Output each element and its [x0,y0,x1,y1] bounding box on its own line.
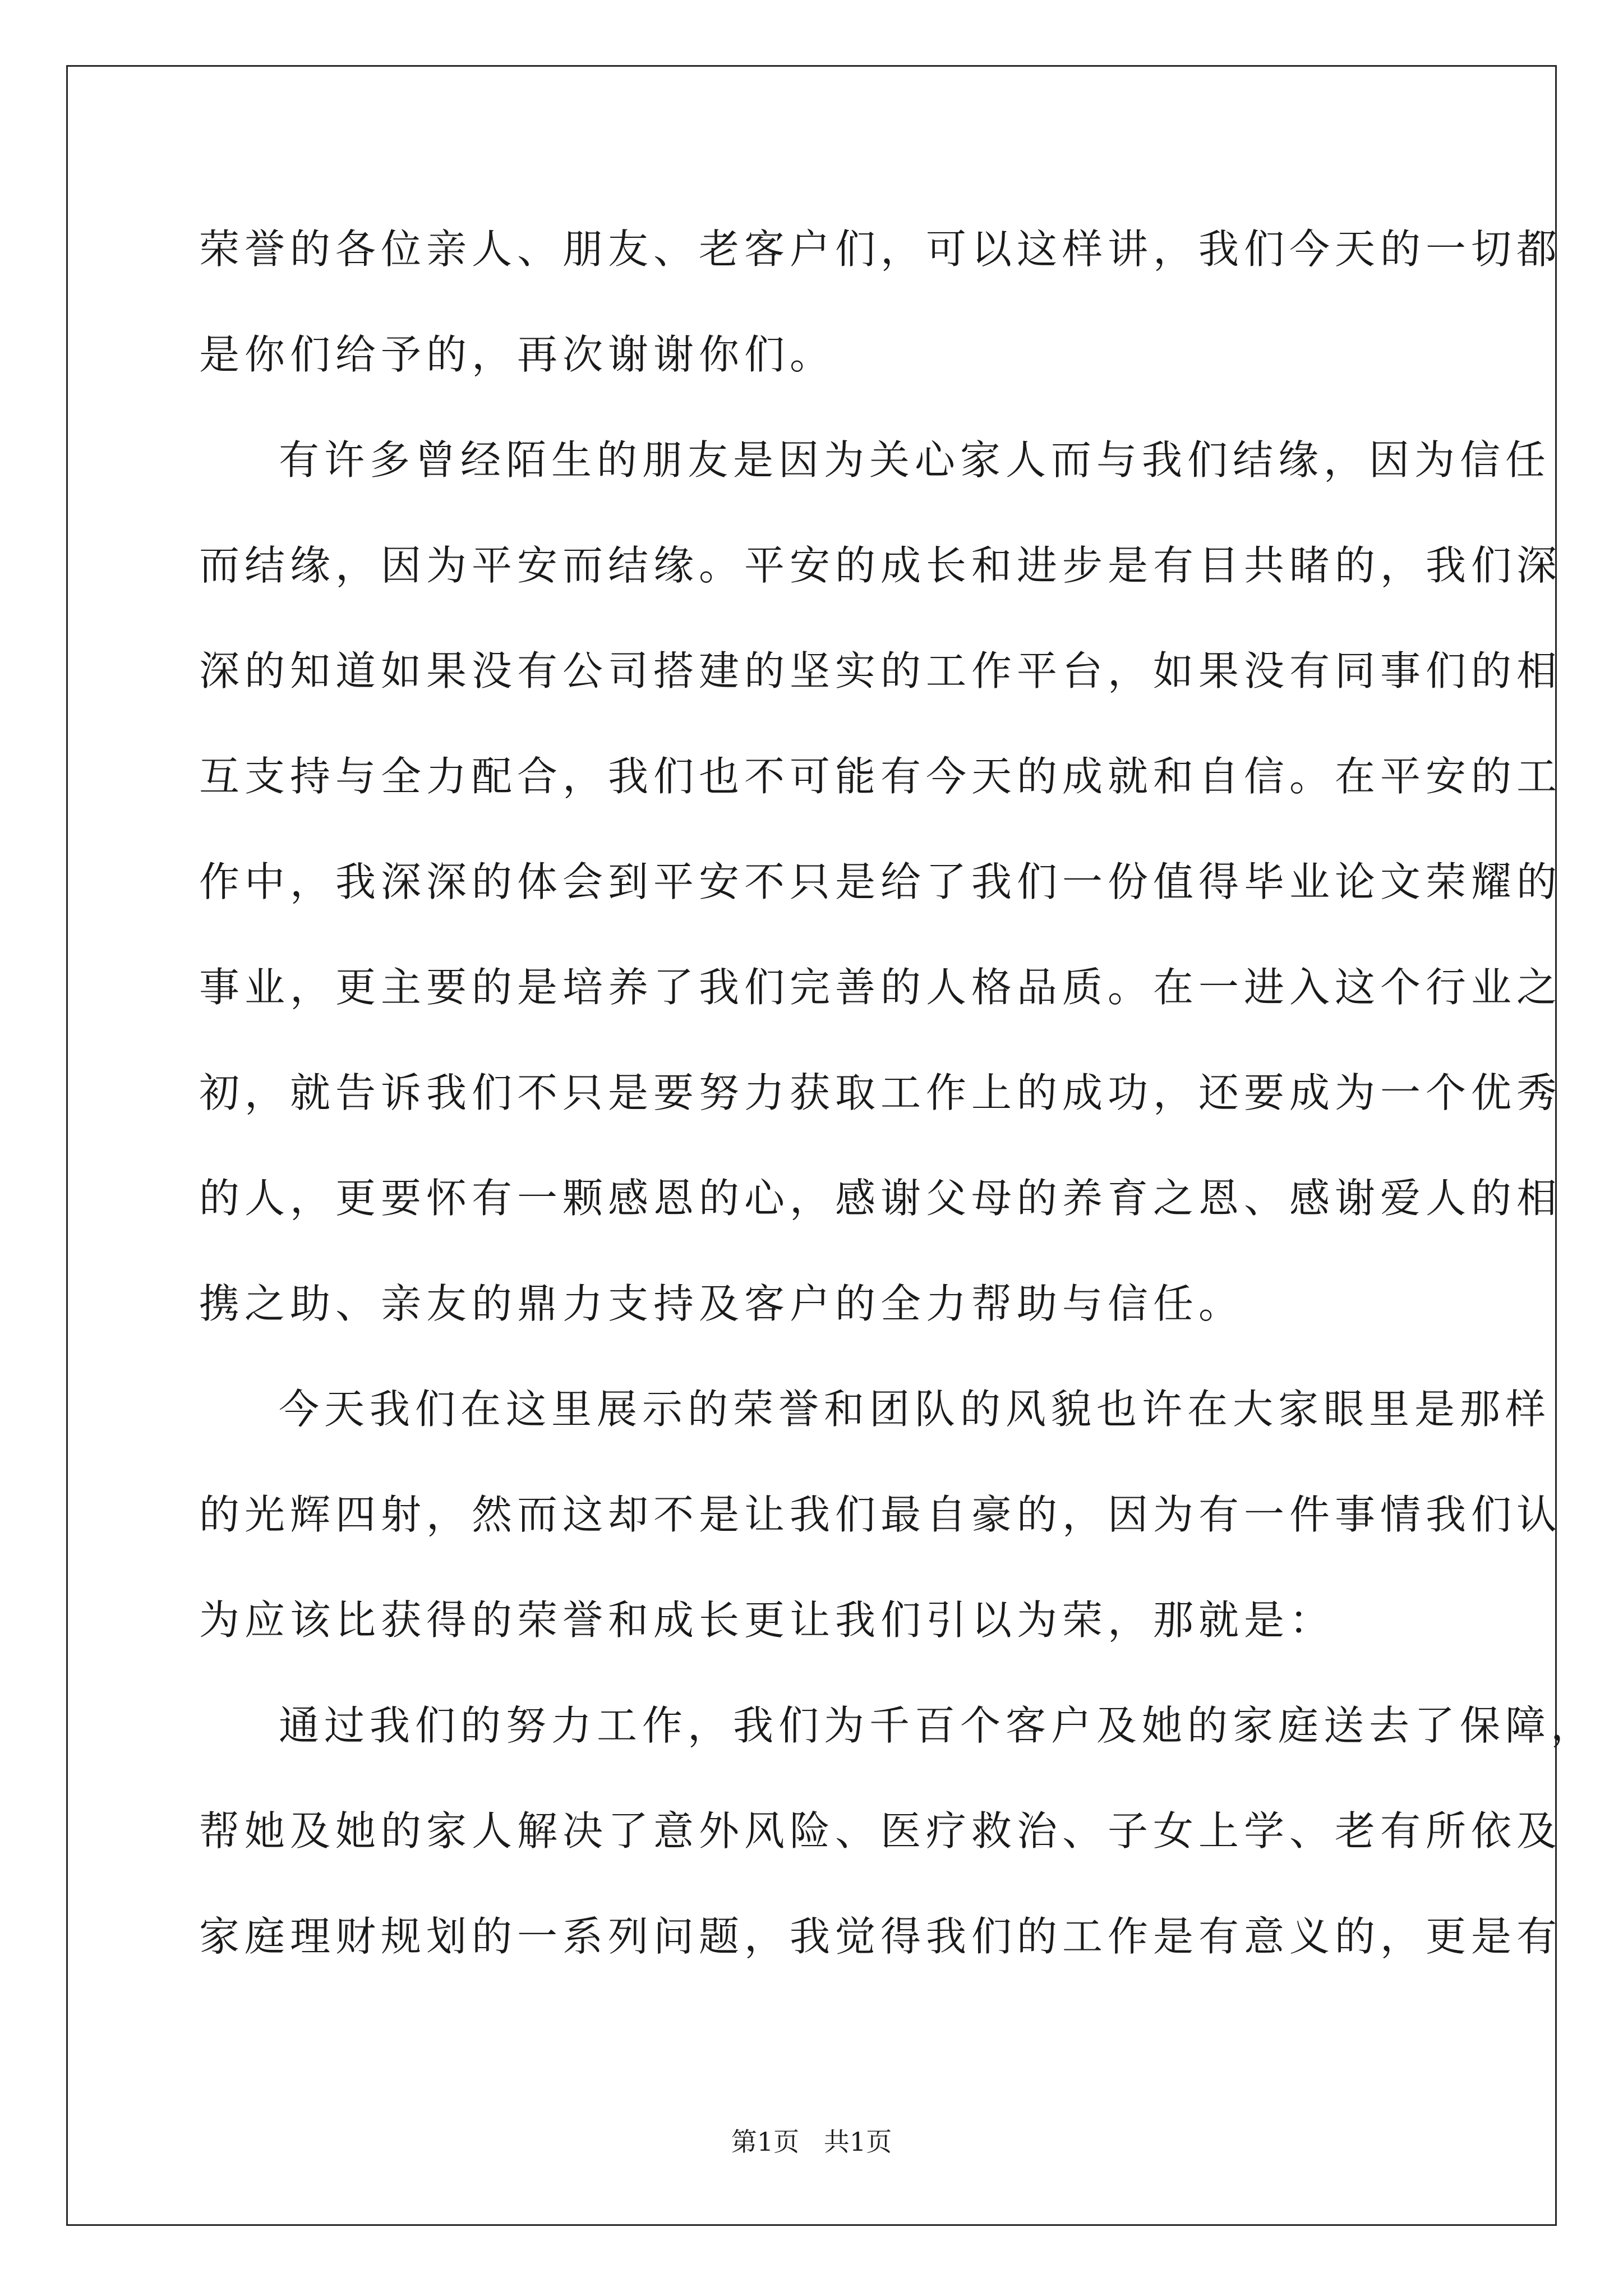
body-line: 作中，我深深的体会到平安不只是给了我们一份值得毕业论文荣耀的 [199,858,1562,905]
paragraph-first-line: 通过我们的努力工作，我们为千百个客户及她的家庭送去了保障， [279,1702,1597,1749]
body-line: 荣誉的各位亲人、朋友、老客户们，可以这样讲，我们今天的一切都 [199,226,1562,273]
body-line: 而结缘，因为平安而结缘。平安的成长和进步是有目共睹的，我们深 [199,542,1562,589]
body-line: 初，就告诉我们不只是要努力获取工作上的成功，还要成为一个优秀 [199,1069,1562,1116]
paragraph-first-line: 今天我们在这里展示的荣誉和团队的风貌也许在大家眼里是那样 [279,1386,1551,1433]
body-line: 深的知道如果没有公司搭建的坚实的工作平台，如果没有同事们的相 [199,647,1562,694]
body-line: 家庭理财规划的一系列问题，我觉得我们的工作是有意义的，更是有 [199,1913,1562,1960]
body-line: 为应该比获得的荣誉和成长更让我们引以为荣，那就是： [199,1596,1335,1644]
body-line: 的光辉四射，然而这却不是让我们最自豪的，因为有一件事情我们认 [199,1491,1562,1538]
body-line: 携之助、亲友的鼎力支持及客户的全力帮助与信任。 [199,1280,1244,1327]
page-number-footer: 第1页 共1页 [731,2127,892,2157]
body-line: 的人，更要怀有一颗感恩的心，感谢父母的养育之恩、感谢爱人的相 [199,1175,1562,1222]
body-line: 是你们给予的，再次谢谢你们。 [199,331,836,378]
body-line: 事业，更主要的是培养了我们完善的人格品质。在一进入这个行业之 [199,964,1562,1011]
body-line: 帮她及她的家人解决了意外风险、医疗救治、子女上学、老有所依及 [199,1807,1562,1855]
page-border [66,65,1597,2226]
body-line: 互支持与全力配合，我们也不可能有今天的成就和自信。在平安的工 [199,753,1562,800]
paragraph-first-line: 有许多曾经陌生的朋友是因为关心家人而与我们结缘，因为信任 [279,436,1551,484]
